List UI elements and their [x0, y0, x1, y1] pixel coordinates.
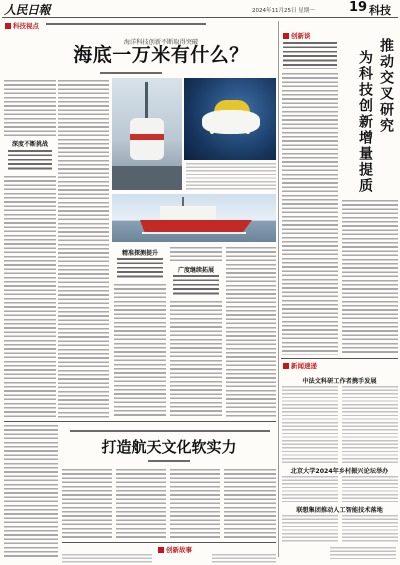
ship-deck-shape: [112, 166, 182, 190]
tag-square-icon: [283, 33, 289, 39]
header-rule: [2, 17, 398, 18]
commentary-column-tag: [283, 31, 311, 40]
bottom-section-column-tag: [158, 545, 192, 554]
body-text-block: [342, 476, 398, 502]
pull-quote: [8, 150, 52, 172]
superstructure-shape: [160, 206, 216, 221]
bottom-feature-subtitle: [70, 430, 270, 433]
body-text-block: [58, 80, 109, 418]
column-divider: [278, 21, 279, 557]
photo-submersible-launch: [112, 78, 182, 190]
body-text-block: [226, 247, 276, 418]
commentary-headline-line-2: 为科技创新增量提质: [357, 50, 373, 194]
tag-square-icon: [5, 23, 11, 29]
news-item-headline: 北京大学2024年乡村振兴论坛举办: [290, 468, 389, 475]
bottom-feature-byline: [148, 460, 190, 463]
section-heading-breadth: 广度继续拓展: [177, 267, 214, 274]
bottom-feature-headline: 打造航天文化软实力: [101, 438, 237, 456]
body-text-block: [342, 200, 398, 355]
feature-banner-text: [46, 23, 206, 26]
body-text-block: [114, 284, 166, 418]
photo-icebreaker-ship: [112, 194, 276, 242]
feature-column-tag: [5, 21, 39, 30]
feature-subtitle: 海洋科技创新不断取得突破: [123, 39, 199, 46]
pull-quote: [117, 258, 163, 280]
hull-shape: [140, 220, 252, 232]
news-brief-column-tag: [283, 361, 317, 370]
feature-column-tag-label: 科技视点: [13, 22, 39, 30]
body-text-block: [342, 386, 398, 463]
page-credits: [330, 547, 396, 559]
page-number: 19: [349, 0, 368, 15]
photo-submersible-underwater: [184, 78, 276, 160]
issue-date: 2024年11月25日 星期一: [252, 8, 315, 14]
commentary-column-tag-label: 创新谈: [291, 32, 311, 40]
body-text-block: [62, 554, 152, 563]
commentary-headline-line-1: 推动交叉研究: [378, 38, 394, 134]
body-text-block: [170, 469, 220, 539]
news-brief-rule: [281, 358, 398, 359]
news-item-headline: 联想集团推动人工智能技术落地: [296, 507, 383, 514]
body-text-block: [282, 73, 338, 355]
photo-caption: [186, 163, 276, 191]
article-separator: [4, 421, 276, 422]
bottom-section-column-tag-label: 创新故事: [166, 546, 192, 554]
bottom-section-rule: [62, 542, 276, 543]
tag-square-icon: [283, 363, 289, 369]
body-text-block: [116, 469, 166, 539]
tag-square-icon: [158, 547, 164, 553]
body-text-block: [282, 386, 338, 463]
commentary-lead: [283, 42, 337, 69]
pull-quote: [173, 275, 219, 297]
waterline-shape: [142, 232, 246, 234]
body-text-block: [4, 80, 56, 137]
body-text-block: [212, 554, 276, 563]
masthead-logo: 人民日報: [4, 3, 51, 17]
light-shape: [246, 130, 250, 134]
light-shape: [210, 130, 214, 134]
body-text-block: [282, 476, 338, 502]
body-text-block: [170, 301, 222, 418]
submersible-stripe-shape: [130, 134, 164, 140]
body-text-block: [342, 515, 398, 542]
body-text-block: [282, 515, 338, 542]
feature-headline: 海底一万米有什么？: [73, 44, 249, 66]
crane-arm-shape: [145, 82, 148, 120]
body-text-block: [170, 247, 222, 261]
news-item-headline: 中法文科研工作者携手发展: [302, 378, 377, 385]
section-name: 科技: [369, 4, 391, 17]
body-text-block: [4, 176, 56, 418]
news-brief-column-tag-label: 新闻速递: [291, 362, 317, 370]
section-heading-depth: 深度不断挑战: [11, 141, 48, 148]
body-text-block: [4, 425, 58, 557]
feature-byline: [100, 72, 162, 75]
body-text-block: [62, 469, 112, 539]
body-text-block: [224, 469, 276, 539]
section-heading-precision: 精准探测提升: [121, 250, 158, 257]
